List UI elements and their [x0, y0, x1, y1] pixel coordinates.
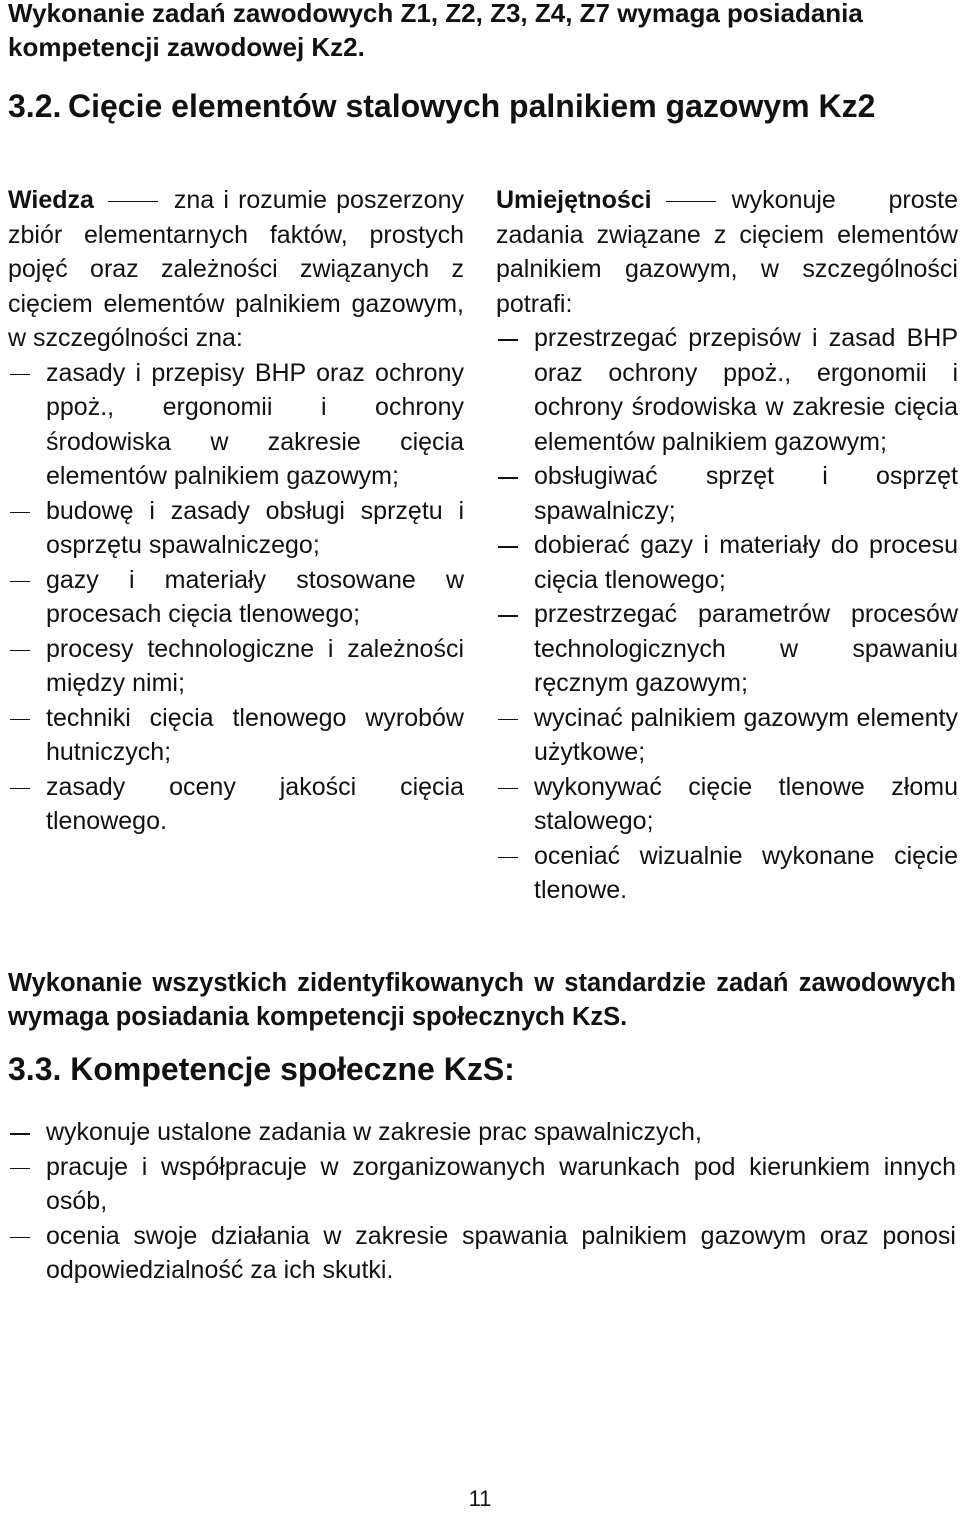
- knowledge-column: [8, 183, 464, 839]
- page-number: 11: [468, 1486, 492, 1511]
- skills-list: [496, 321, 958, 908]
- list-item: zasady oceny jakości cięcia tlenowego.: [8, 770, 464, 839]
- list-item: budowę i zasady obsługi sprzętu i osprzętu spawalniczego;: [8, 494, 464, 563]
- dash-separator: [108, 201, 158, 203]
- intro-text: Wykonanie zadań zawodowych Z1, Z2, Z3, Z4, Z7 wymaga posiadania kompetencji zawodowej Kz2.: [8, 0, 863, 62]
- section-heading: [8, 84, 928, 128]
- list-item: wycinać palnikiem gazowym elementy użytkowe;: [496, 701, 958, 770]
- list-item: wykonywać cięcie tlenowe złomu stalowego;: [496, 770, 958, 839]
- list-item: procesy technologiczne i zależności między nimi;: [8, 632, 464, 701]
- list-item: pracuje i współpracuje w zorganizowanych warunkach pod kierunkiem innych osób,: [8, 1150, 956, 1219]
- list-item: gazy i materiały stosowane w procesach cięcia tlenowego;: [8, 563, 464, 632]
- knowledge-intro-text: zna i rozumie poszerzony zbiór elementarnych faktów, prostych pojęć oraz zależności związanych z cięciem elementów palnikiem gazowym, w szczególności zna:: [8, 186, 464, 352]
- list-item: ocenia swoje działania w zakresie spawania palnikiem gazowym oraz ponosi odpowiedzialność za ich skutki.: [8, 1219, 956, 1288]
- list-item: obsługiwać sprzęt i osprzęt spawalniczy;: [496, 459, 958, 528]
- list-item: przestrzegać przepisów i zasad BHP oraz ochrony ppoż., ergonomii i ochrony środowiska w zakresie cięcia elementów palnikiem gazowym;: [496, 321, 958, 459]
- skills-column: [496, 183, 958, 908]
- section-title: Cięcie elementów stalowych palnikiem gazowym Kz2: [68, 88, 876, 124]
- skills-intro: [496, 183, 958, 321]
- list-item: dobierać gazy i materiały do procesu cięcia tlenowego;: [496, 528, 958, 597]
- section-number: 3.2.: [8, 88, 62, 124]
- social-competence-heading: 3.3. Kompetencje społeczne KzS:: [8, 1051, 515, 1087]
- dash-separator: [666, 201, 716, 203]
- list-item: przestrzegać parametrów procesów technologicznych w spawaniu ręcznym gazowym;: [496, 597, 958, 701]
- skills-label: Umiejętności: [496, 186, 652, 214]
- list-item: wykonuje ustalone zadania w zakresie prac spawalniczych,: [8, 1115, 956, 1150]
- social-competence-note: Wykonanie wszystkich zidentyfikowanych w standardzie zadań zawodowych wymaga posiadania kompetencji społecznych KzS.: [8, 969, 956, 1031]
- list-item: techniki cięcia tlenowego wyrobów hutniczych;: [8, 701, 464, 770]
- knowledge-label: Wiedza: [8, 186, 94, 214]
- list-item: oceniać wizualnie wykonane cięcie tlenowe.: [496, 839, 958, 908]
- list-item: zasady i przepisy BHP oraz ochrony ppoż., ergonomii i ochrony środowiska w zakresie cięcia elementów palnikiem gazowym;: [8, 356, 464, 494]
- knowledge-list: [8, 356, 464, 839]
- social-competence-list: [8, 1115, 956, 1288]
- skills-intro-text: wykonuje proste zadania związane z cięciem elementów palnikiem gazowym, w szczególności potrafi:: [496, 186, 958, 318]
- knowledge-intro: [8, 183, 464, 356]
